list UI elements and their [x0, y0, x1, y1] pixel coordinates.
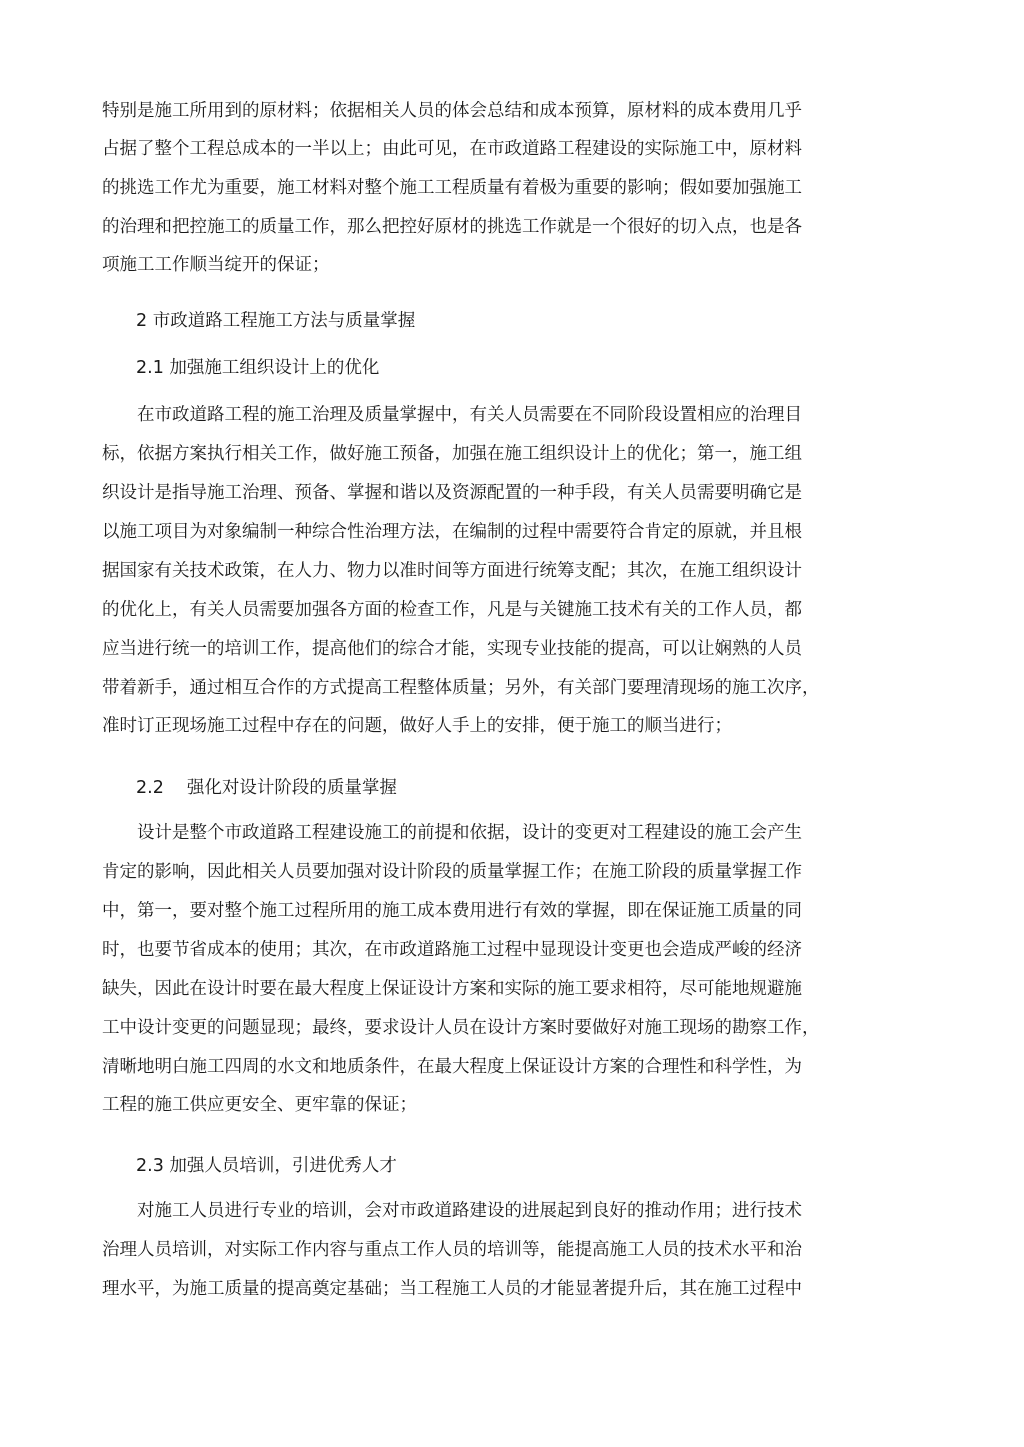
- section-2-1-line-1: 在市政道路工程的施工治理及质量掌握中，有关人员需要在不同阶段设置相应的治理目: [102, 405, 802, 425]
- intro-line-3: 的挑选工作尤为重要，施工材料对整个施工工程质量有着极为重要的影响；假如要加强施工: [102, 178, 802, 198]
- section-2-1-line-2: 标，依据方案执行相关工作，做好施工预备，加强在施工组织设计上的优化；第一，施工组: [102, 444, 802, 464]
- section-2-2-line-1: 设计是整个市政道路工程建设施工的前提和依据，设计的变更对工程建设的施工会产生: [102, 823, 802, 843]
- section-2-2-line-3: 中，第一，要对整个施工过程所用的施工成本费用进行有效的掌握，即在保证施工质量的同: [102, 901, 802, 921]
- section-2-3-heading: 2.3 加强人员培训，引进优秀人才: [136, 1156, 397, 1176]
- intro-line-4: 的治理和把控施工的质量工作，那么把控好原材的挑选工作就是一个很好的切入点，也是各: [102, 217, 802, 237]
- section-2-2-heading: 2.2 强化对设计阶段的质量掌握: [136, 778, 397, 798]
- section-2-2-line-4: 时，也要节省成本的使用；其次，在市政道路施工过程中显现设计变更也会造成严峻的经济: [102, 940, 802, 960]
- section-2-1-line-9: 准时订正现场施工过程中存在的问题，做好人手上的安排，便于施工的顺当进行；: [102, 716, 732, 736]
- section-2-1-line-4: 以施工项目为对象编制一种综合性治理方法，在编制的过程中需要符合肯定的原就，并且根: [102, 522, 802, 542]
- section-2-3-line-2: 治理人员培训，对实际工作内容与重点工作人员的培训等，能提高施工人员的技术水平和治: [102, 1240, 802, 1260]
- intro-line-2: 占据了整个工程总成本的一半以上；由此可见，在市政道路工程建设的实际施工中，原材料: [102, 139, 802, 159]
- section-2-heading: 2 市政道路工程施工方法与质量掌握: [136, 311, 416, 331]
- section-2-2-line-6: 工中设计变更的问题显现；最终，要求设计人员在设计方案时要做好对施工现场的勘察工作，: [102, 1018, 820, 1038]
- section-2-2-line-8: 工程的施工供应更安全、更牢靠的保证；: [102, 1095, 417, 1115]
- section-2-1-line-5: 据国家有关技术政策，在人力、物力以准时间等方面进行统筹支配；其次，在施工组织设计: [102, 561, 802, 581]
- section-2-2-line-5: 缺失，因此在设计时要在最大程度上保证设计方案和实际的施工要求相符，尽可能地规避施: [102, 979, 802, 999]
- section-2-1-line-3: 织设计是指导施工治理、预备、掌握和谐以及资源配置的一种手段，有关人员需要明确它是: [102, 483, 802, 503]
- section-2-1-heading: 2.1 加强施工组织设计上的优化: [136, 358, 380, 378]
- section-2-3-line-3: 理水平，为施工质量的提高奠定基础；当工程施工人员的才能显著提升后，其在施工过程中: [102, 1279, 802, 1299]
- section-2-2-line-7: 清晰地明白施工四周的水文和地质条件，在最大程度上保证设计方案的合理性和科学性，为: [102, 1057, 802, 1077]
- intro-line-5: 项施工工作顺当绽开的保证；: [102, 255, 330, 275]
- intro-line-1: 特别是施工所用到的原材料；依据相关人员的体会总结和成本预算，原材料的成本费用几乎: [102, 101, 802, 121]
- section-2-3-line-1: 对施工人员进行专业的培训，会对市政道路建设的进展起到良好的推动作用；进行技术: [102, 1201, 802, 1221]
- section-2-1-line-8: 带着新手，通过相互合作的方式提高工程整体质量；另外，有关部门要理清现场的施工次序，: [102, 678, 820, 698]
- section-2-1-line-6: 的优化上，有关人员需要加强各方面的检查工作，凡是与关键施工技术有关的工作人员，都: [102, 600, 802, 620]
- section-2-1-line-7: 应当进行统一的培训工作，提高他们的综合才能，实现专业技能的提高，可以让娴熟的人员: [102, 639, 802, 659]
- section-2-2-line-2: 肯定的影响，因此相关人员要加强对设计阶段的质量掌握工作；在施工阶段的质量掌握工作: [102, 862, 802, 882]
